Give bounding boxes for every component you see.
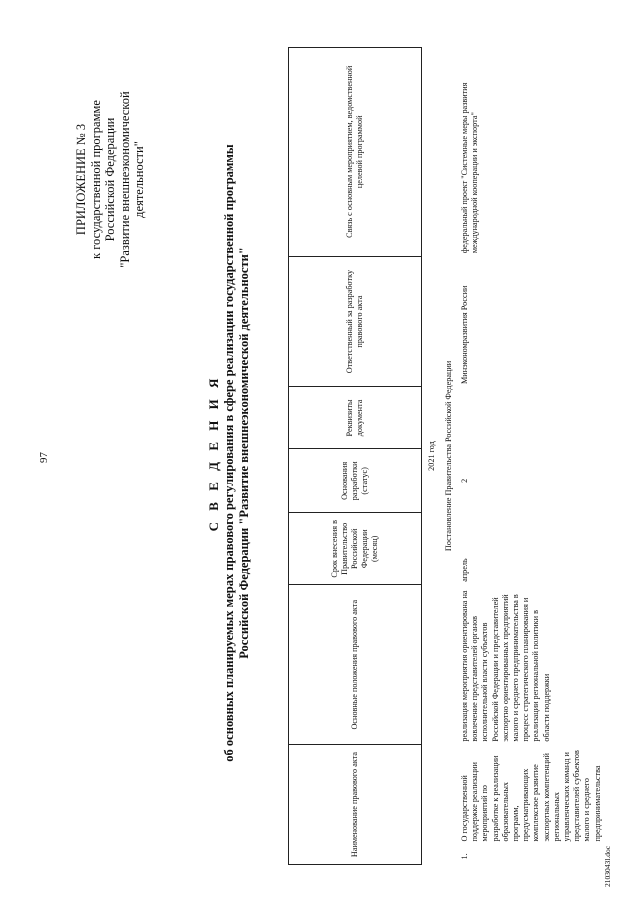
page-number: 97 (38, 452, 50, 463)
measures-table (288, 47, 607, 865)
header-deadline: Срок внесения в Правительство Российской Федерации (месяц) (289, 513, 422, 585)
appendix-line: "Развитие внешнеэкономической (117, 91, 132, 268)
appendix-line: Российской Федерации (103, 117, 117, 242)
section-label: Постановление Правительства Российской Федерации (444, 360, 453, 552)
appendix-line: ПРИЛОЖЕНИЕ № 3 (74, 123, 88, 236)
row-number: 1. (460, 853, 469, 860)
cell-act-name (456, 745, 607, 865)
table-row (456, 48, 607, 865)
title-heading: С В Е Д Е Н И Я (206, 374, 221, 532)
title-program-name: Российской Федерации "Развитие внешнеэкономической деятельности" (237, 247, 251, 659)
header-basis: Основания разработки (статус) (289, 449, 422, 513)
cell-link: федеральный проект "Системные меры развития международной кооперации и экспорта" (460, 82, 480, 254)
header-responsible: Ответственный за разработку правового акта (289, 256, 422, 387)
appendix-line: к государственной программе (88, 100, 103, 259)
appendix-block (74, 72, 147, 287)
cell-deadline: апрель (460, 558, 469, 582)
header-requisites: Реквизиты документа (289, 387, 422, 449)
cell-basis: 2 (460, 478, 469, 483)
document-title (206, 121, 252, 785)
header-provisions: Основные положения правового акта (289, 585, 422, 745)
act-name-text: О государственной поддержке реализации мероприятий по разработке к реализации образовательных программ, предусматривающих комплексное развитие экспортных компетенций региональных управленческих команд и представителей субъектов малого и среднего предпринимательства (460, 750, 602, 842)
title-subheading: об основных планируемых мерах правового регулирования в сфере реализации государственной программы (222, 144, 236, 762)
cell-requisites (456, 387, 607, 449)
cell-provisions: реализация мероприятия ориентирована на вовлечение представителей органов исполнительной власти субъектов Российской Федерации и представителей экспортно ориентированных предприятий малого и среднего предпринимательства в процесс стратегического планирования и реализации региональной политики в области поддержки (460, 590, 551, 742)
cell-responsible: Минэкономразвития России (460, 285, 469, 384)
appendix-line: деятельности" (132, 141, 146, 218)
file-name: 2103043l.doc (603, 845, 612, 887)
header-link: Связь с основным мероприятием, ведомственной целевой программой (289, 48, 422, 257)
header-act-name: Наименование правового акта (289, 745, 422, 865)
year-label: 2021 год (427, 441, 436, 471)
